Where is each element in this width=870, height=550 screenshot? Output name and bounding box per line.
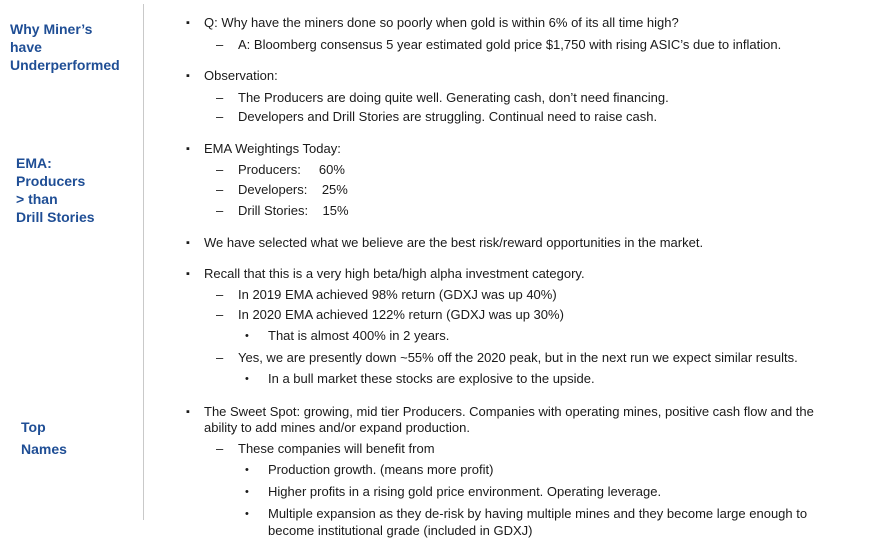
bullet-marker: ▪ <box>186 268 190 280</box>
sub-bullet-marker: – <box>216 182 224 197</box>
bullet-ema-weightings: EMA Weightings Today: <box>204 141 341 156</box>
sub-bullet-down-55: Yes, we are presently down ~55% off the 2020 peak, but in the next run we expect similar results. <box>238 350 798 365</box>
sub-bullet-2020-return: In 2020 EMA achieved 122% return (GDXJ was up 30%) <box>238 307 564 322</box>
sub-bullet-answer: A: Bloomberg consensus 5 year estimated gold price $1,750 with rising ASIC’s due to inflation. <box>238 37 782 52</box>
sub-bullet-marker: – <box>216 441 224 456</box>
sub-sub-bullet-bull-market: In a bull market these stocks are explosive to the upside. <box>268 371 595 386</box>
bullet-marker: ▪ <box>186 237 190 249</box>
sub-sub-bullet-marker: • <box>245 464 249 476</box>
bullet-marker: ▪ <box>186 406 190 418</box>
sub-bullet-2019-return: In 2019 EMA achieved 98% return (GDXJ was up 40%) <box>238 287 557 302</box>
sub-bullet-marker: – <box>216 90 224 105</box>
bullet-marker: ▪ <box>186 143 190 155</box>
bullet-best-opportunities: We have selected what we believe are the best risk/reward opportunities in the market. <box>204 235 704 250</box>
bullet-sweet-spot-line1: The Sweet Spot: growing, mid tier Producers. Companies with operating mines, positive cash flow and the <box>204 404 814 419</box>
weighting-producers: Producers: 60% <box>238 162 345 177</box>
sub-bullet-marker: – <box>216 307 224 322</box>
sub-sub-bullet-production-growth: Production growth. (means more profit) <box>268 462 494 477</box>
sidebar-label-ema-producers: EMA: Producers > than Drill Stories <box>16 155 95 225</box>
sub-sub-bullet-marker: • <box>245 330 249 342</box>
sidebar-label-top-names: Top Names <box>21 419 67 457</box>
sub-sub-bullet-higher-profits: Higher profits in a rising gold price environment. Operating leverage. <box>268 484 662 499</box>
weighting-drill-stories: Drill Stories: 15% <box>238 203 349 218</box>
bullet-question: Q: Why have the miners done so poorly when gold is within 6% of its all time high? <box>204 15 679 30</box>
sub-sub-bullet-400-percent: That is almost 400% in 2 years. <box>268 328 450 343</box>
bullet-high-beta: Recall that this is a very high beta/high alpha investment category. <box>204 266 585 281</box>
bullet-observation: Observation: <box>204 68 278 83</box>
sidebar-label-why-miners-underperformed: Why Miner’s have Underperformed <box>10 21 120 73</box>
sub-bullet-marker: – <box>216 109 224 124</box>
sub-bullet-developers: Developers and Drill Stories are struggling. Continual need to raise cash. <box>238 109 658 124</box>
weighting-developers: Developers: 25% <box>238 182 348 197</box>
sub-sub-bullet-marker: • <box>245 373 249 385</box>
sub-bullet-marker: – <box>216 37 224 52</box>
bullet-marker: ▪ <box>186 17 190 29</box>
sub-sub-bullet-marker: • <box>245 486 249 498</box>
sub-bullet-producers: The Producers are doing quite well. Generating cash, don’t need financing. <box>238 90 669 105</box>
sub-bullet-marker: – <box>216 287 224 302</box>
sub-bullet-marker: – <box>216 162 224 177</box>
bullet-marker: ▪ <box>186 70 190 82</box>
bullet-sweet-spot-line2: ability to add mines and/or expand production. <box>204 420 470 435</box>
sub-bullet-marker: – <box>216 203 224 218</box>
sub-bullet-marker: – <box>216 350 224 365</box>
sub-sub-bullet-multiple-expansion-line1: Multiple expansion as they de-risk by having multiple mines and they become large enough to <box>268 506 808 521</box>
sub-sub-bullet-marker: • <box>245 508 249 520</box>
sub-bullet-benefit: These companies will benefit from <box>238 441 435 456</box>
sub-sub-bullet-multiple-expansion-line2: become institutional grade (included in GDXJ) <box>268 523 533 538</box>
